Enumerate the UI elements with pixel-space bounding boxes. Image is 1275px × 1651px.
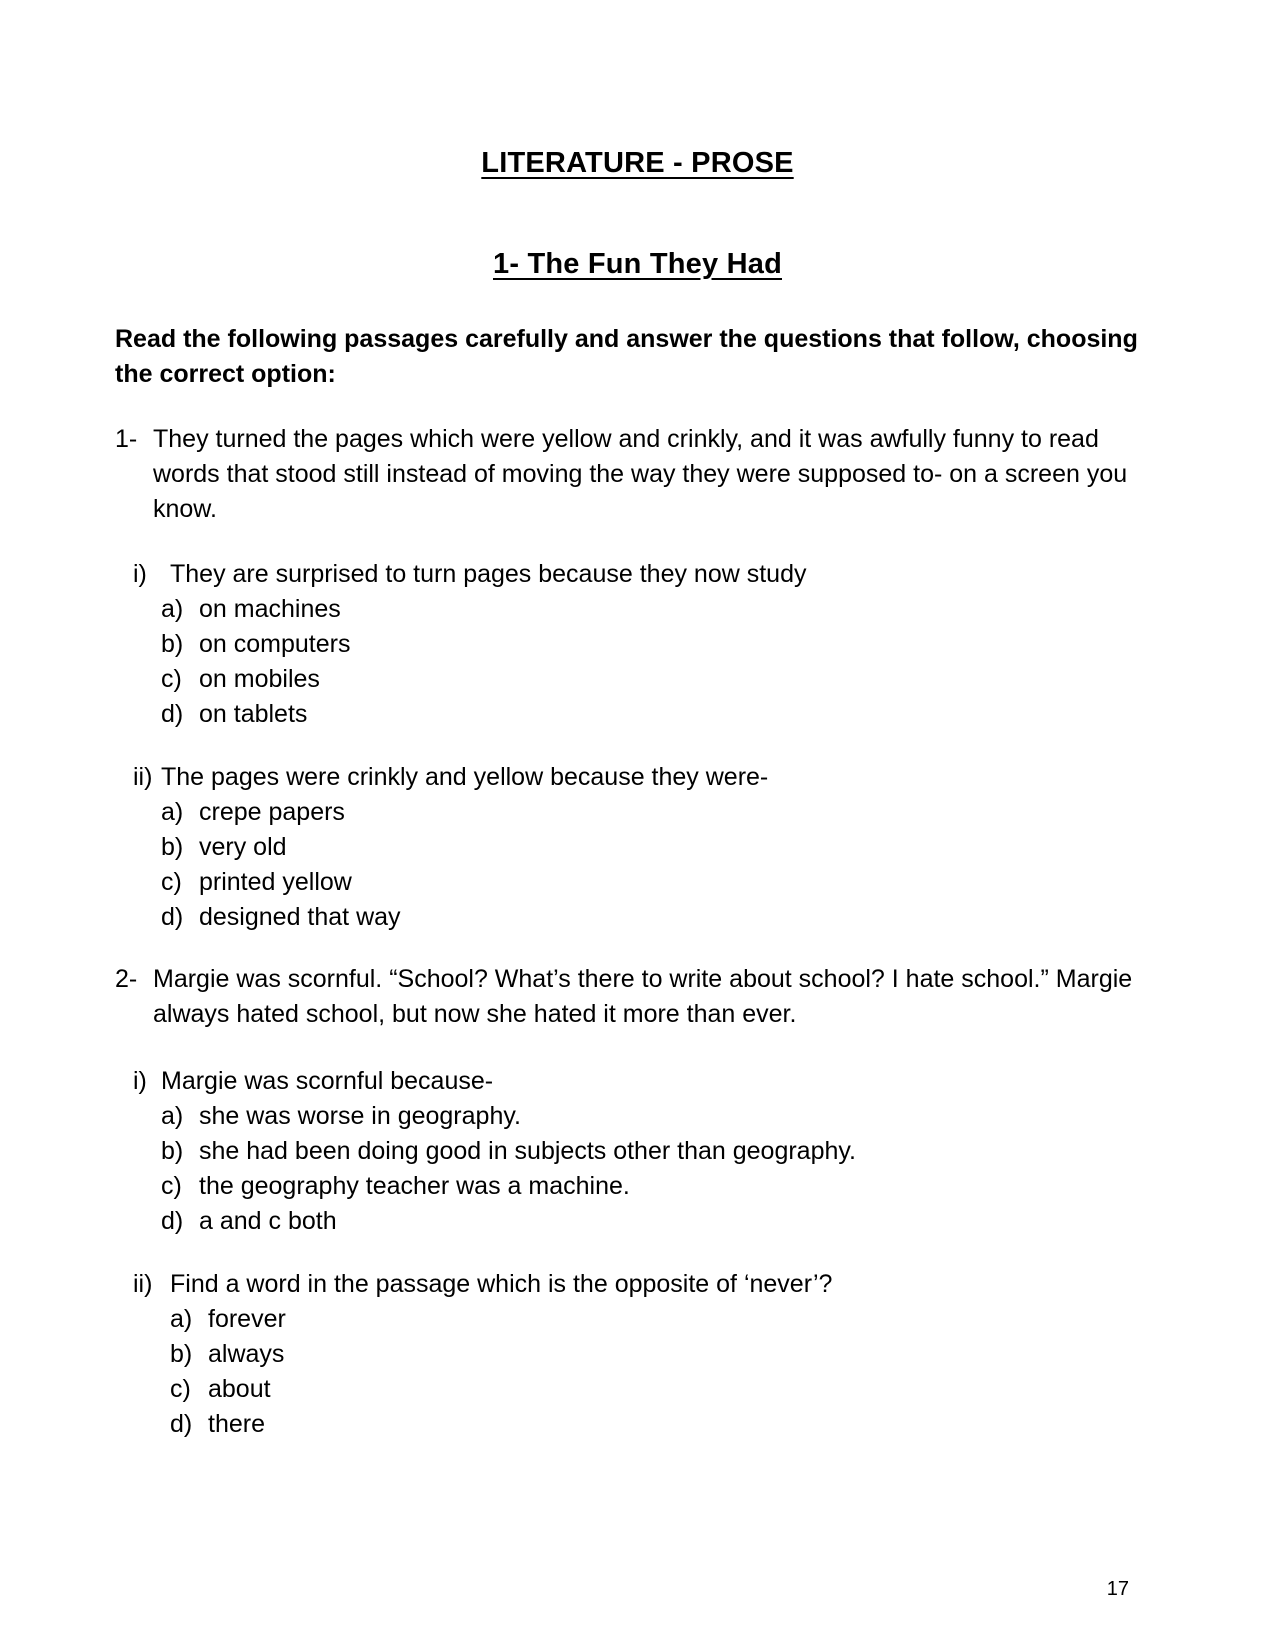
passage-text: Margie was scornful. “School? What’s there to write about school? I hate school.” Margie always hated school, but now she hated it more than ever. xyxy=(153,965,1133,1028)
option-letter: a) xyxy=(161,798,184,826)
option-text: there xyxy=(208,1410,265,1438)
option-letter: d) xyxy=(161,1207,184,1235)
option-letter: c) xyxy=(161,1172,182,1200)
option-b xyxy=(161,627,806,662)
option-text: the geography teacher was a machine. xyxy=(199,1172,630,1200)
question-1-i xyxy=(133,557,806,732)
passage-1 xyxy=(115,422,1165,527)
passage-number: 1- xyxy=(115,425,138,453)
option-letter: b) xyxy=(161,630,184,658)
instructions: Read the following passages carefully and answer the questions that follow, choosing the correct option: xyxy=(115,325,1138,388)
option-letter: a) xyxy=(170,1305,193,1333)
option-text: always xyxy=(208,1340,285,1368)
option-letter: d) xyxy=(161,903,184,931)
option-letter: c) xyxy=(161,868,182,896)
options-list xyxy=(170,1302,832,1442)
passage-2 xyxy=(115,962,1165,1032)
question-2-i xyxy=(133,1064,856,1239)
options-list xyxy=(161,1099,856,1239)
page-number: 17 xyxy=(1106,1578,1129,1600)
option-letter: c) xyxy=(161,665,182,693)
option-text: forever xyxy=(208,1305,286,1333)
option-text: on tablets xyxy=(199,700,308,728)
chapter-title: 1- The Fun They Had xyxy=(493,248,782,280)
option-letter: a) xyxy=(161,595,184,623)
option-text: very old xyxy=(199,833,287,861)
question-text: Margie was scornful because- xyxy=(161,1067,494,1095)
option-text: about xyxy=(208,1375,271,1403)
option-text: on computers xyxy=(199,630,351,658)
question-number: i) xyxy=(133,560,147,588)
option-b xyxy=(170,1337,832,1372)
passage-number: 2- xyxy=(115,965,138,993)
question-number: i) xyxy=(133,1067,147,1095)
option-letter: d) xyxy=(170,1410,193,1438)
option-text: on mobiles xyxy=(199,665,320,693)
option-text: she had been doing good in subjects other than geography. xyxy=(199,1137,856,1165)
option-letter: b) xyxy=(161,1137,184,1165)
option-d xyxy=(161,697,806,732)
option-c xyxy=(170,1372,832,1407)
option-letter: b) xyxy=(170,1340,193,1368)
option-text: a and c both xyxy=(199,1207,337,1235)
question-text: Find a word in the passage which is the opposite of ‘never’? xyxy=(170,1270,833,1298)
option-b xyxy=(161,1134,856,1169)
options-list xyxy=(161,795,768,935)
option-letter: d) xyxy=(161,700,184,728)
question-number: ii) xyxy=(133,763,153,791)
option-a xyxy=(161,1099,521,1134)
option-text: designed that way xyxy=(199,903,401,931)
option-c xyxy=(161,1169,630,1204)
option-d xyxy=(161,900,768,935)
option-a xyxy=(170,1302,832,1337)
option-d xyxy=(170,1407,832,1442)
option-letter: b) xyxy=(161,833,184,861)
option-text: on machines xyxy=(199,595,341,623)
options-list xyxy=(161,592,806,732)
passage-text: They turned the pages which were yellow and crinkly, and it was awfully funny to read words that stood still instead of moving the way they were supposed to- on a screen you know. xyxy=(153,425,1128,523)
option-d xyxy=(161,1204,493,1239)
option-letter: c) xyxy=(170,1375,191,1403)
question-number: ii) xyxy=(133,1270,153,1298)
question-text: They are surprised to turn pages because they now study xyxy=(170,560,807,588)
question-1-ii xyxy=(133,760,768,935)
option-a xyxy=(161,795,768,830)
option-text: crepe papers xyxy=(199,798,345,826)
question-2-ii xyxy=(133,1267,832,1442)
option-a xyxy=(161,592,806,627)
question-text: The pages were crinkly and yellow because they were- xyxy=(161,763,769,791)
option-letter: a) xyxy=(161,1102,184,1130)
option-b xyxy=(161,830,768,865)
section-title: LITERATURE - PROSE xyxy=(481,147,794,179)
option-text: she was worse in geography. xyxy=(199,1102,521,1130)
option-c xyxy=(161,865,768,900)
option-text: printed yellow xyxy=(199,868,352,896)
option-c xyxy=(161,662,806,697)
